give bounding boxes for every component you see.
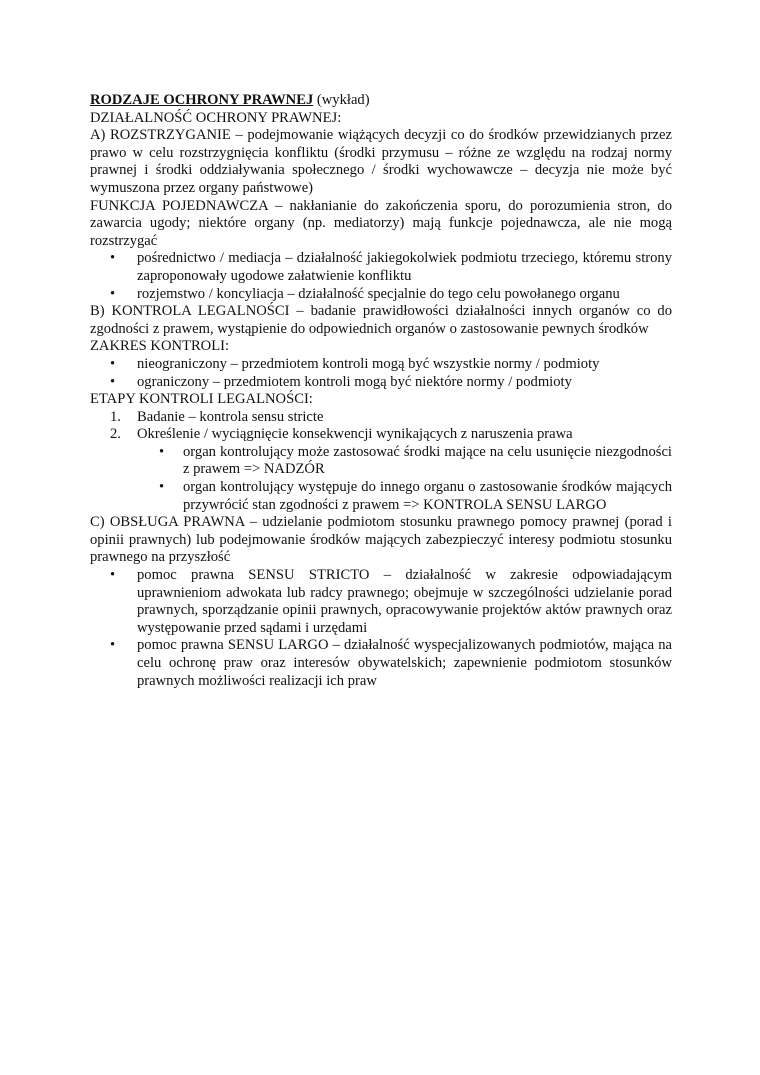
funkcja-bullet-list: [90, 250, 672, 303]
heading-etapy: ETAPY KONTROLI LEGALNOŚCI:: [90, 391, 313, 408]
list-item: [90, 426, 672, 444]
list-item: • pomoc prawna SENSU LARGO – działalność wyspecjalizowanych podmiotów, mająca na celu ochronę praw oraz interesów obywatelskich; zapewnienie podmiotom stosunków prawnych możliwości realizacji ich praw: [90, 637, 672, 690]
section-b-paragraph: B) KONTROLA LEGALNOŚCI – badanie prawidłowości działalności innych organów co do zgodności z prawem, wystąpienie do odpowiednich organów o zastosowanie pewnych środków: [90, 303, 672, 337]
list-item: • pośrednictwo / mediacja – działalność jakiegokolwiek podmiotu trzeciego, któremu strony zaproponowały ugodowe załatwienie konfliktu: [90, 250, 672, 285]
section-c-paragraph: C) OBSŁUGA PRAWNA – udzielanie podmiotom stosunku prawnego pomocy prawnej (porad i opinii prawnych) lub podejmowanie środków mających zabezpieczyć interesy podmiotu stosunku prawnego na przyszłość: [90, 514, 672, 566]
document-body: [90, 92, 672, 690]
list-item: • organ kontrolujący może zastosować środki mające na celu usunięcie niezgodności z prawem => NADZÓR: [90, 444, 672, 479]
list-item-text: Określenie / wyciągnięcie konsekwencji wynikających z naruszenia prawa: [137, 426, 573, 443]
document-title-suffix: (wykład): [313, 92, 370, 108]
list-item: [90, 409, 672, 427]
list-item-text: Badanie – kontrola sensu stricte: [137, 408, 324, 425]
list-item-number: 2.: [110, 426, 121, 443]
list-item: • organ kontrolujący występuje do innego organu o zastosowanie środków mających przywrócić stan zgodności z prawem => KONTROLA SENSU LARGO: [90, 479, 672, 514]
heading-zakres: ZAKRES KONTROLI:: [90, 338, 230, 355]
document-title-line: [90, 92, 672, 110]
list-item: • nieograniczony – przedmiotem kontroli mogą być wszystkie normy / podmioty: [90, 356, 672, 374]
document-title: RODZAJE OCHRONY PRAWNEJ: [90, 92, 314, 108]
etapy-numbered-list: [90, 409, 672, 444]
list-item: • pomoc prawna SENSU STRICTO – działalność w zakresie odpowiadającym uprawnieniom adwokata lub radcy prawnego; obejmuje w szczególności udzielanie porad prawnych, sporządzanie opinii prawnych, opracowywanie projektów aktów prawnych oraz występowanie przed sądami i urzędami: [90, 567, 672, 637]
obsluga-bullet-list: [90, 567, 672, 690]
list-item: • rozjemstwo / koncyliacja – działalność specjalnie do tego celu powołanego organu: [90, 286, 672, 304]
zakres-bullet-list: [90, 356, 672, 391]
list-item-number: 1.: [110, 408, 121, 425]
list-item: • ograniczony – przedmiotem kontroli mogą być niektóre normy / podmioty: [90, 374, 672, 392]
section-a-paragraph: A) ROZSTRZYGANIE – podejmowanie wiążących decyzji co do środków przewidzianych przez prawo w celu rozstrzygnięcia konfliktu (środki przymusu – różne ze względu na rodzaj normy prawnej i środki oddziaływania społecznego / środki wychowawcze – decyzja nie może być wymuszona przez organy państwowe): [90, 127, 672, 196]
etapy-sub-bullet-list: [90, 444, 672, 514]
heading-activity: DZIAŁALNOŚĆ OCHRONY PRAWNEJ:: [90, 109, 342, 126]
funkcja-pojednawcza-paragraph: FUNKCJA POJEDNAWCZA – nakłanianie do zakończenia sporu, do porozumienia stron, do zawarcia ugody; niektóre organy (np. mediatorzy) mają funkcje pojednawcza, ale nie mogą rozstrzygać: [90, 197, 672, 249]
